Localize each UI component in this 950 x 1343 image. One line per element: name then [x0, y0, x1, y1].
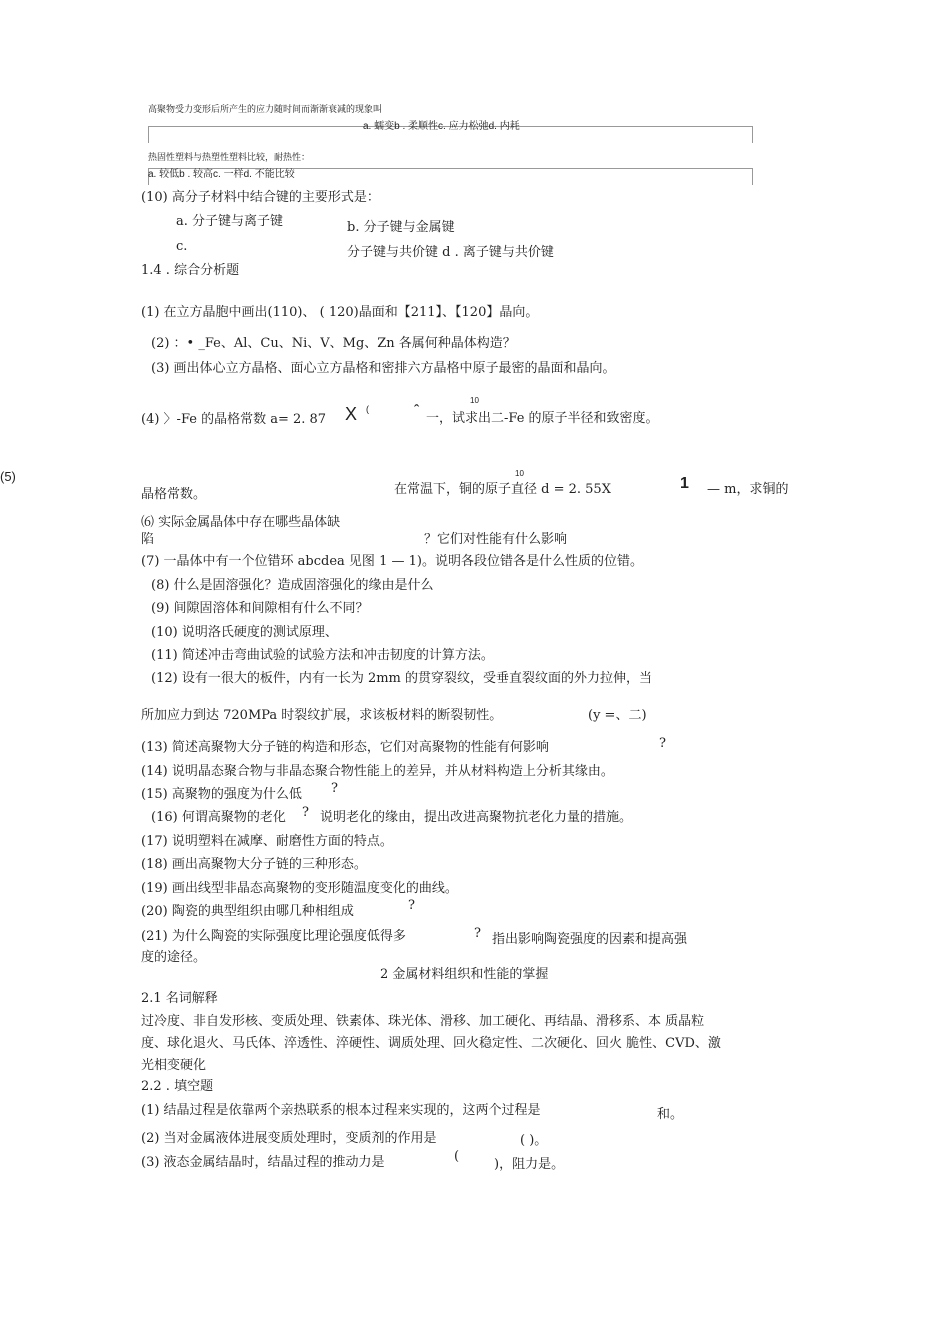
question-10-option-cd: 分子键与共价键 d . 离子键与共价键: [347, 245, 554, 260]
section-2-1-title: 2.1 名词解释: [141, 991, 218, 1006]
fill-3-part2: )，阻力是。: [494, 1157, 565, 1172]
item-1: (1) 在立方晶胞中画出(110)、 ( 120)晶面和【211】、【120】晶向。: [141, 305, 539, 320]
item-10: (10) 说明洛氏硬度的测试原理、: [151, 625, 338, 640]
item-6-part1: ⑹ 实际金属晶体中存在哪些晶体缺: [141, 515, 341, 530]
item-5-exponent: 10: [515, 469, 524, 478]
item-13-question-mark: ?: [659, 736, 666, 751]
item-14: (14) 说明晶态聚合物与非晶态聚合物性能上的差异，并从材料构造上分析其缘由。: [141, 764, 614, 779]
item-4-paren: (: [366, 404, 369, 414]
item-21-part3: 度的途径。: [141, 950, 207, 965]
fill-2: (2) 当对金属液体进展变质处理时，变质剂的作用是: [141, 1131, 437, 1146]
fill-3-paren: (: [454, 1149, 460, 1164]
item-6-part2: 陷: [141, 532, 155, 547]
question-heat-options: a. 较低b . 较高c. 一样d. 不能比较: [148, 169, 295, 180]
item-21: (21) 为什么陶瓷的实际强度比理论强度低得多: [141, 929, 406, 944]
section-2-2-title: 2.2 . 填空题: [141, 1079, 214, 1094]
item-15: (15) 高聚物的强度为什么低: [141, 787, 302, 802]
fill-2-part2: ( )。: [520, 1133, 548, 1148]
terms-line-2: 度、球化退火、马氏体、淬透性、淬硬性、调质处理、回火稳定性、二次硬化、回火 脆性、CVD、激: [141, 1036, 721, 1051]
item-19: (19) 画出线型非晶态高聚物的变形随温度变化的曲线。: [141, 881, 458, 896]
question-10-option-c: c.: [176, 239, 188, 254]
section-1-4-title: 1.4 . 综合分析题: [141, 263, 240, 278]
item-20-question-mark: ?: [408, 898, 415, 913]
item-12-part2: 所加应力到达 720MPa 时裂纹扩展，求该板材料的断裂韧性。: [141, 708, 503, 723]
item-8: (8) 什么是固溶强化？造成固溶强化的缘由是什么: [151, 578, 434, 593]
item-6-part3: ？它们对性能有什么影响: [424, 532, 568, 547]
item-11: (11) 简述冲击弯曲试验的试验方法和冲击韧度的计算方法。: [151, 648, 494, 663]
item-15-question-mark: ?: [331, 781, 338, 796]
item-20: (20) 陶瓷的典型组织由哪几种相组成: [141, 904, 354, 919]
item-5-one: 1: [680, 475, 689, 492]
item-16-part2: 说明老化的缘由，提出改进高聚物抗老化力量的措施。: [320, 810, 633, 825]
item-7: (7) 一晶体中有一个位错环 abcdea 见图 1 — 1)。说明各段位错各是什么性质的位错。: [141, 554, 643, 569]
item-4-x: X: [345, 404, 358, 424]
terms-line-1: 过冷度、非自发形核、变质处理、铁素体、珠光体、滑移、加工硬化、再结晶、滑移系、本 质晶粒: [141, 1014, 705, 1029]
item-16-question-mark: ?: [302, 805, 309, 820]
item-5-part2: 在常温下，铜的原子直径 d = 2. 55X: [394, 482, 611, 497]
question-creep-stem: 高聚物受力变形后所产生的应力随时间而渐渐衰减的现象叫: [148, 104, 383, 114]
item-18: (18) 画出高聚物大分子链的三种形态。: [141, 857, 367, 872]
question-10-option-a: a. 分子键与离子键: [176, 214, 284, 229]
item-16: (16) 何谓高聚物的老化: [151, 810, 286, 825]
item-4-part2: 一，试求出二-Fe 的原子半径和致密度。: [426, 411, 659, 426]
item-5-part1: 晶格常数。: [141, 487, 207, 502]
section-2-title: 2 金属材料组织和性能的掌握: [380, 967, 549, 982]
item-4-exponent: 10: [470, 396, 479, 405]
item-12: (12) 设有一很大的板件，内有一长为 2mm 的贯穿裂纹，受垂直裂纹面的外力拉伸，当: [151, 671, 653, 686]
item-4-hat: ˆ: [414, 403, 420, 420]
item-4-part1: (4) 〉-Fe 的晶格常数 a= 2. 87: [141, 412, 327, 427]
question-10-stem: (10) 高分子材料中结合键的主要形式是：: [141, 190, 380, 205]
item-2: (2) ：• _Fe、Al、Cu、Ni、V、Mg、Zn 各属何种晶体构造？: [151, 336, 516, 351]
item-9: (9) 间隙固溶体和间隙相有什么不同？: [151, 601, 369, 616]
item-21-question-mark: ?: [474, 926, 481, 941]
question-creep-options: a. 蠕变b . 柔顺性c. 应力松弛d. 内耗: [363, 121, 520, 132]
item-3: (3) 画出体心立方晶格、面心立方晶格和密排六方晶格中原子最密的晶面和晶向。: [151, 361, 616, 376]
item-5-part3: — m，求铜的: [707, 482, 789, 497]
fill-3: (3) 液态金属结晶时，结晶过程的推动力是: [141, 1155, 385, 1170]
terms-line-3: 光相变硬化: [141, 1058, 207, 1073]
question-10-option-b: b. 分子键与金属键: [347, 220, 455, 235]
item-5-number: (5): [0, 469, 16, 484]
item-12-part3: (y =、二): [588, 708, 647, 723]
fill-1-part2: 和。: [657, 1107, 684, 1122]
question-heat-stem: 热固性塑料与热塑性塑料比较，耐热性：: [148, 152, 311, 162]
item-17: (17) 说明塑料在减摩、耐磨性方面的特点。: [141, 834, 393, 849]
item-21-part2: 指出影响陶瓷强度的因素和提高强: [492, 932, 688, 947]
item-13: (13) 简述高聚物大分子链的构造和形态，它们对高聚物的性能有何影响: [141, 740, 549, 755]
fill-1: (1) 结晶过程是依靠两个亲热联系的根本过程来实现的，这两个过程是: [141, 1103, 541, 1118]
